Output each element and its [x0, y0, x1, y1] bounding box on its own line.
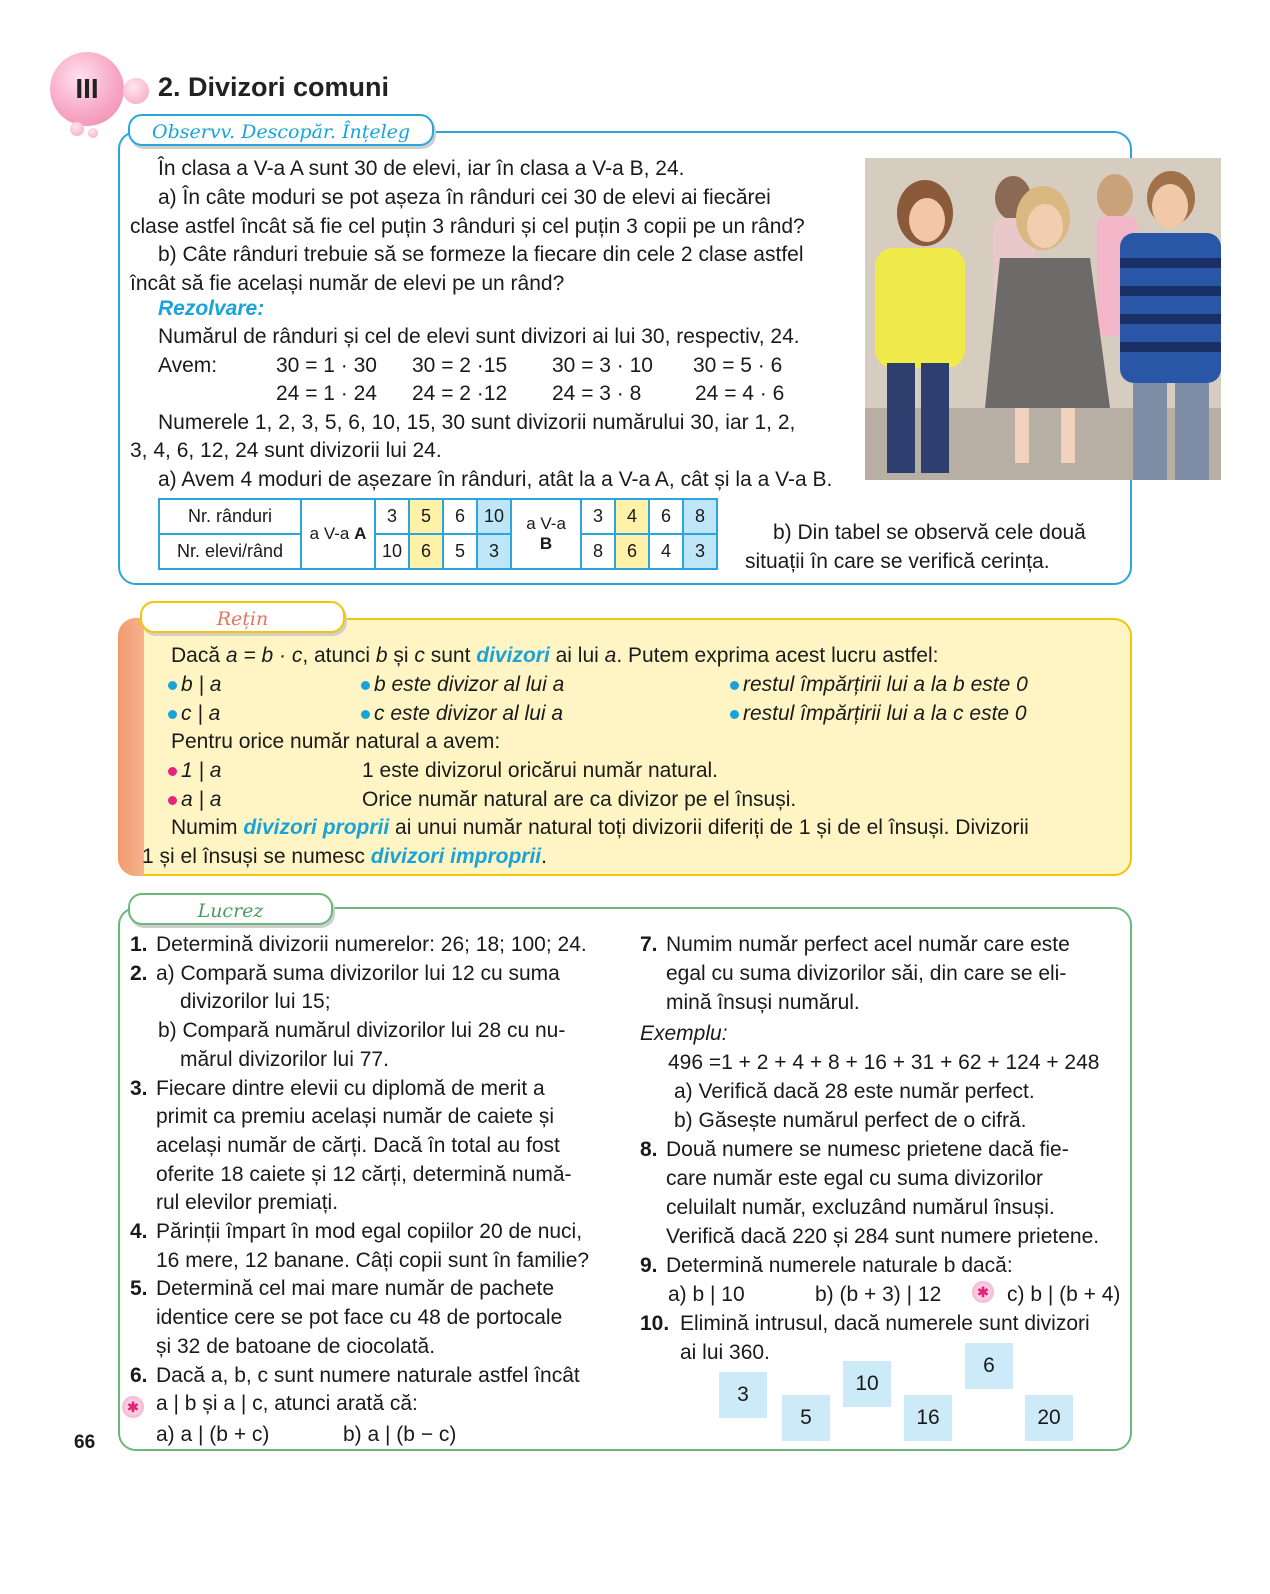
- exercise-text: 16 mere, 12 banane. Câți copii sunt în familie?: [156, 1248, 590, 1272]
- solution-heading: Rezolvare:: [158, 297, 265, 320]
- exercise-text: egal cu suma divizorilor săi, din care se eli-: [666, 962, 1067, 985]
- star-icon: ✱: [122, 1396, 144, 1418]
- class-a-label: a V-a A: [301, 499, 375, 569]
- star-icon: ✱: [972, 1281, 994, 1303]
- table-row-label: Nr. elevi/rând: [159, 534, 301, 569]
- number-square: 10: [843, 1361, 891, 1407]
- answer-b: situații în care se verifică cerința.: [745, 550, 1050, 573]
- table-cell: 4: [615, 499, 649, 534]
- table-cell: 10: [375, 534, 409, 569]
- example-label: Exemplu:: [640, 1022, 728, 1045]
- exercise-text: Două numere se numesc prietene dacă fie-: [666, 1138, 1069, 1161]
- exercise-text: care număr este egal cu suma divizorilor: [666, 1167, 1043, 1190]
- equation-24: 24 = 3 · 8: [552, 382, 642, 405]
- exercise-9b: b) (b + 3) | 12: [815, 1283, 942, 1306]
- exercise-text: Determină cel mai mare număr de pachete: [156, 1277, 555, 1301]
- notation-item: c | a: [168, 699, 220, 728]
- notation-item: b | a: [168, 670, 221, 699]
- notation-item: restul împărțirii lui a la c este 0: [730, 699, 1027, 728]
- pentru-line: Pentru orice număr natural a avem:: [171, 730, 501, 753]
- exercise-text: identice cere se pot face cu 48 de portocale: [156, 1306, 563, 1330]
- exercise-text: mină însuși numărul.: [666, 991, 860, 1014]
- table-cell: 4: [649, 534, 683, 569]
- problem-line: încât să fie același număr de elevi pe un rând?: [130, 272, 565, 295]
- exercise-text: și 32 de batoane de ciocolată.: [156, 1334, 436, 1358]
- exercise-text: a) Compară suma divizorilor lui 12 cu suma: [156, 961, 560, 985]
- divisors-line: 3, 4, 6, 12, 24 sunt divizorii lui 24.: [130, 439, 442, 462]
- exercise-text: rul elevilor premiați.: [156, 1191, 339, 1215]
- equation-30: 30 = 3 · 10: [552, 354, 653, 377]
- exercise-number: 2.: [130, 961, 148, 985]
- bullet-icon: [361, 681, 370, 690]
- table-cell: 10: [477, 499, 511, 534]
- notation-item: b este divizor al lui a: [361, 670, 564, 699]
- bullet-icon: [361, 710, 370, 719]
- exercise-text: Fiecare dintre elevii cu diplomă de merit a: [156, 1076, 545, 1100]
- exercise-text: Determină numerele naturale b dacă:: [666, 1254, 1013, 1277]
- equation-30: 30 = 2 ·15: [412, 354, 508, 377]
- exercise-text: primit ca premiu același număr de caiete și: [156, 1105, 554, 1129]
- problem-line: a) În câte moduri se pot așeza în rânduri cei 30 de elevi ai fiecărei: [158, 186, 771, 209]
- exercise-text: Numim număr perfect acel număr care este: [666, 933, 1070, 956]
- property-item: a | a: [168, 785, 221, 814]
- exercise-text: b) Compară numărul divizorilor lui 28 cu nu-: [158, 1019, 566, 1043]
- exercise-9a: a) b | 10: [668, 1283, 745, 1306]
- property-text: 1 este divizorul oricărui număr natural.: [362, 759, 718, 782]
- exercise-text: a | b și a | c, atunci arată că:: [156, 1392, 418, 1416]
- answer-a: a) Avem 4 moduri de așezare în rânduri, atât la a V-a A, cât și la a V-a B.: [158, 468, 833, 491]
- page-title: 2. Divizori comuni: [158, 72, 390, 102]
- exercise-text: Determină divizorii numerelor: 26; 18; 100; 24.: [156, 933, 587, 956]
- exercise-9c: c) b | (b + 4): [1007, 1283, 1121, 1306]
- table-row-label: Nr. rânduri: [159, 499, 301, 534]
- students-photo: [865, 158, 1221, 480]
- table-cell: 6: [649, 499, 683, 534]
- divisor-table: [158, 498, 718, 570]
- lucrez-tab: Lucrez: [128, 893, 333, 925]
- definition-line: Numim divizori proprii ai unui număr natural toți divizorii diferiți de 1 și de el însuși. Divizorii: [171, 816, 1029, 839]
- number-square: 20: [1025, 1395, 1073, 1441]
- answer-b: b) Din tabel se observă cele două: [773, 521, 1086, 544]
- exercise-text: Elimină intrusul, dacă numerele sunt divizori: [680, 1312, 1090, 1335]
- exercise-text: Verifică dacă 220 și 284 sunt numere prietene.: [666, 1225, 1100, 1248]
- property-text: Orice număr natural are ca divizor pe el însuși.: [362, 788, 797, 811]
- notation-item: restul împărțirii lui a la b este 0: [730, 670, 1028, 699]
- number-square: 5: [782, 1395, 830, 1441]
- retin-tab: Rețin: [140, 601, 345, 633]
- exercise-number: 8.: [640, 1138, 658, 1161]
- table-cell: 3: [581, 499, 615, 534]
- definition-line: 1 și el însuși se numesc divizori improprii.: [142, 845, 547, 868]
- table-cell: 3: [683, 534, 717, 569]
- problem-line: clase astfel încât să fie cel puțin 3 rânduri și cel puțin 3 copii pe un rând?: [130, 215, 805, 238]
- equation-30: 30 = 1 · 30: [276, 354, 377, 377]
- exercise-6a: a) a | (b + c): [156, 1423, 270, 1446]
- bullet-icon: [730, 710, 739, 719]
- bullet-icon: [168, 796, 177, 805]
- retin-intro: Dacă a = b · c, atunci b și c sunt divizori ai lui a. Putem exprima acest lucru astfel:: [171, 644, 939, 667]
- table-cell: 3: [375, 499, 409, 534]
- number-square: 6: [965, 1343, 1013, 1389]
- table-cell: 8: [683, 499, 717, 534]
- exercise-number: 10.: [640, 1312, 670, 1335]
- notation-item: c este divizor al lui a: [361, 699, 563, 728]
- equation-24: 24 = 4 · 6: [695, 382, 785, 405]
- exercise-text: divizorilor lui 15;: [180, 990, 331, 1014]
- equation-24: 24 = 1 · 24: [276, 382, 377, 405]
- solution-intro: Numărul de rânduri și cel de elevi sunt divizori ai lui 30, respectiv, 24.: [158, 325, 800, 348]
- table-cell: 8: [581, 534, 615, 569]
- exercise-text: oferite 18 caiete și 12 cărți, determină numă-: [156, 1162, 572, 1186]
- problem-line: În clasa a V-a A sunt 30 de elevi, iar în clasa a V-a B, 24.: [158, 157, 685, 180]
- retin-stripe: [118, 618, 144, 876]
- exercise-number: 4.: [130, 1220, 148, 1243]
- table-cell: 5: [443, 534, 477, 569]
- page-number: 66: [74, 1432, 96, 1453]
- exercise-number: 6.: [130, 1363, 148, 1387]
- exercise-number: 5.: [130, 1277, 148, 1301]
- exercise-text: Părinții împart în mod egal copiilor 20 de nuci,: [156, 1220, 583, 1243]
- example-equation: 496 =1 + 2 + 4 + 8 + 16 + 31 + 62 + 124 + 248: [668, 1051, 1100, 1074]
- exercise-6b: b) a | (b − c): [343, 1423, 457, 1446]
- exercise-text: mărul divizorilor lui 77.: [180, 1047, 389, 1071]
- table-cell: 3: [477, 534, 511, 569]
- problem-line: b) Câte rânduri trebuie să se formeze la fiecare din cele 2 clase astfel: [158, 243, 804, 266]
- exercise-text: celuilalt număr, excluzând numărul însuși.: [666, 1196, 1055, 1219]
- bullet-icon: [168, 767, 177, 776]
- class-b-label: a V-a B: [511, 499, 581, 569]
- number-square: 3: [719, 1372, 767, 1418]
- exercise-number: 1.: [130, 933, 148, 956]
- decor-bubble: [70, 122, 84, 136]
- divisors-line: Numerele 1, 2, 3, 5, 6, 10, 15, 30 sunt divizorii numărului 30, iar 1, 2,: [158, 411, 796, 434]
- table-cell: 6: [615, 534, 649, 569]
- exercise-text: Dacă a, b, c sunt numere naturale astfel încât: [156, 1363, 580, 1387]
- table-cell: 5: [409, 499, 443, 534]
- equation-30: 30 = 5 · 6: [693, 354, 783, 377]
- bullet-icon: [168, 710, 177, 719]
- avem-label: Avem:: [158, 354, 218, 377]
- exercise-number: 7.: [640, 933, 658, 956]
- equation-24: 24 = 2 ·12: [412, 382, 508, 405]
- decor-bubble: [123, 78, 149, 104]
- table-cell: 6: [443, 499, 477, 534]
- decor-bubble: [88, 128, 98, 138]
- exercise-text: ai lui 360.: [680, 1341, 770, 1364]
- exercise-number: 9.: [640, 1254, 658, 1277]
- exercise-7b: b) Găsește numărul perfect de o cifră.: [674, 1109, 1027, 1132]
- exercise-7a: a) Verifică dacă 28 este număr perfect.: [674, 1080, 1035, 1103]
- bullet-icon: [168, 681, 177, 690]
- exercise-text: același număr de cărți. Dacă în total au fost: [156, 1133, 560, 1157]
- number-square: 16: [904, 1395, 952, 1441]
- table-cell: 6: [409, 534, 443, 569]
- exercise-number: 3.: [130, 1076, 148, 1100]
- bullet-icon: [730, 681, 739, 690]
- chapter-badge: III: [50, 52, 124, 126]
- property-item: 1 | a: [168, 756, 221, 785]
- observe-tab: Observv. Descopăr. Înțeleg: [128, 114, 434, 146]
